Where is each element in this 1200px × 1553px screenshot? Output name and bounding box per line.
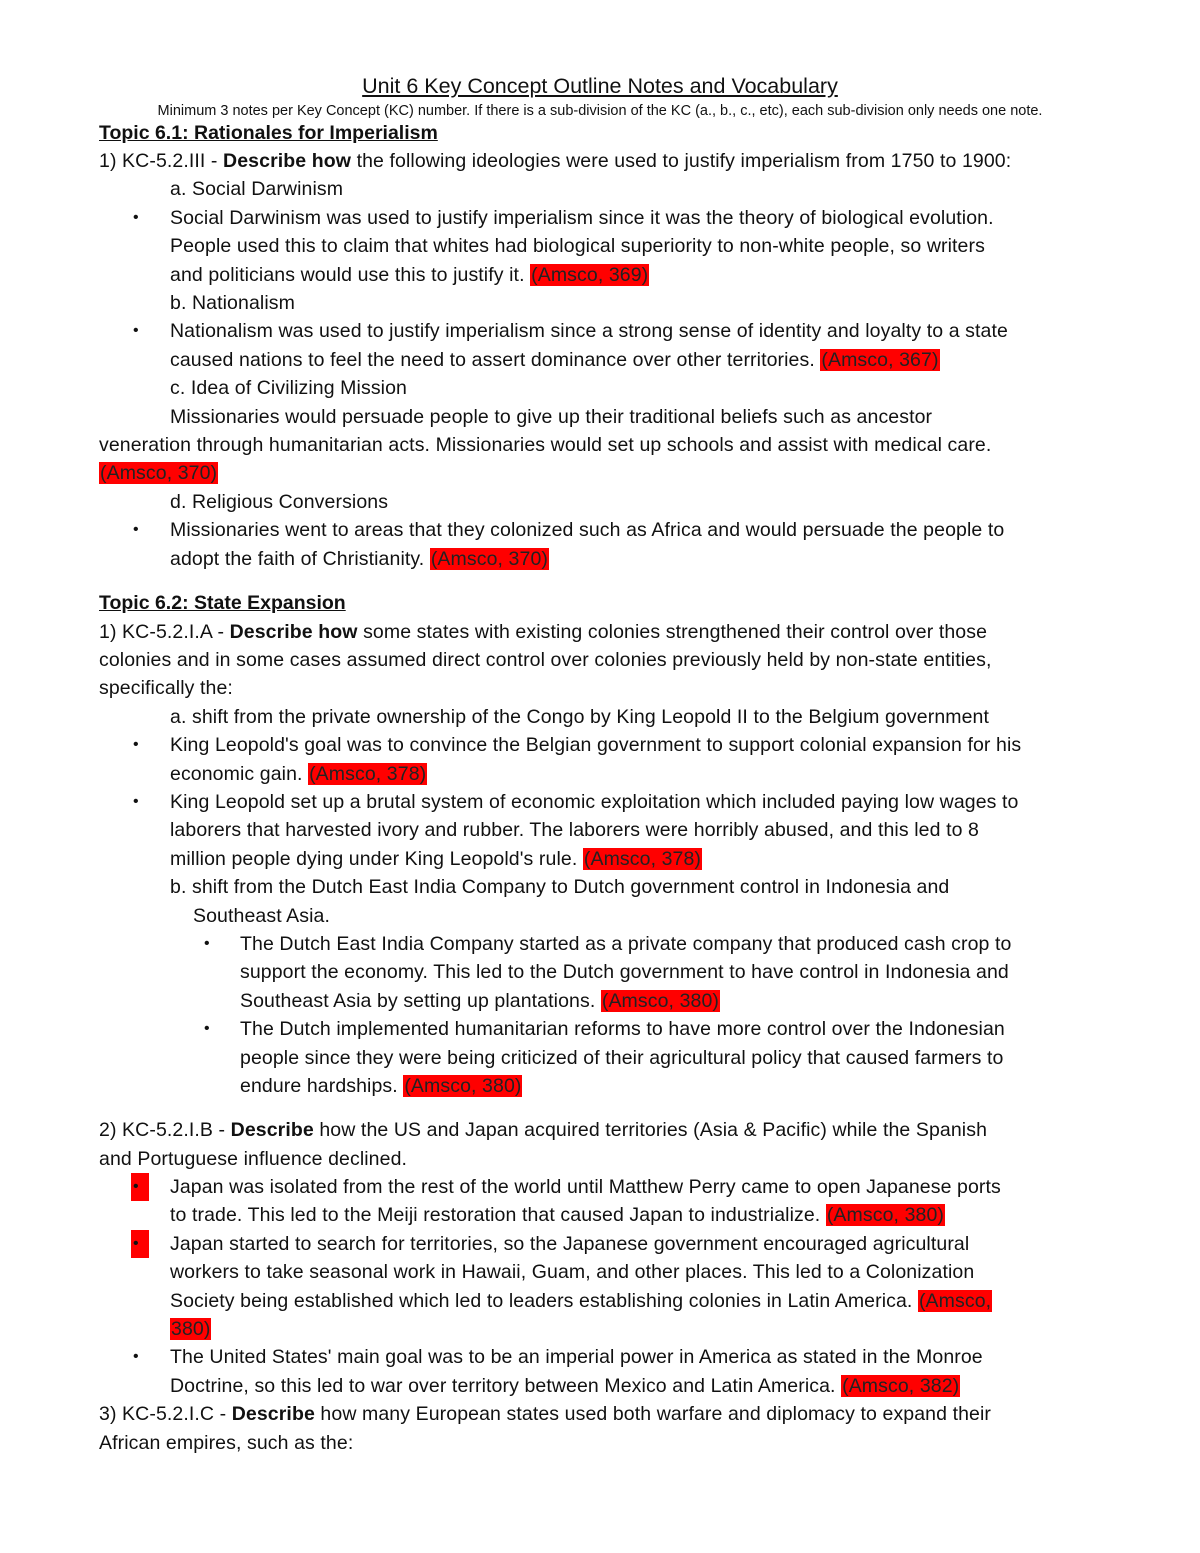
note-line	[99, 459, 218, 487]
instructions-note: Minimum 3 notes per Key Concept (KC) number. If there is a sub-division of the KC (a., b., c., etc), each sub-division only needs one note.	[157, 103, 1043, 119]
note-line: laborers that harvested ivory and rubber. The laborers were horribly abused, and this led to 8	[170, 819, 979, 841]
note-line: King Leopold's goal was to convince the Belgian government to support colonial expansion for his	[170, 734, 1022, 756]
note-line: support the economy. This led to the Dutch government to have control in Indonesia and	[240, 961, 1009, 983]
bullet-point: •	[133, 521, 139, 538]
note-line: veneration through humanitarian acts. Missionaries would set up schools and assist with medical care.	[99, 434, 992, 456]
note-line: to trade. This led to the Meiji restoration that caused Japan to industrialize. (Amsco, 380)	[170, 1204, 944, 1226]
citation: (Amsco,	[918, 1290, 992, 1312]
note-line: Nationalism was used to justify imperialism since a strong sense of identity and loyalty to a state	[170, 320, 1008, 342]
subdivision-a-label: a. Social Darwinism	[170, 178, 344, 200]
note-line: Social Darwinism was used to justify imperialism since it was the theory of biological evolution.	[170, 207, 994, 229]
citation: 380)	[171, 1318, 211, 1340]
subdivision-c-label: c. Idea of Civilizing Mission	[170, 377, 407, 399]
note-line: Missionaries went to areas that they colonized such as Africa and would persuade the people to	[170, 519, 1005, 541]
citation: (Amsco, 380)	[404, 1075, 522, 1097]
note-line: The Dutch East India Company started as a private company that produced cash crop to	[240, 933, 1012, 955]
note-line: The Dutch implemented humanitarian reforms to have more control over the Indonesian	[240, 1018, 1005, 1040]
bullet-point: •	[133, 1348, 139, 1365]
subdivision-b-label: b. Nationalism	[170, 292, 295, 314]
page-title: Unit 6 Key Concept Outline Notes and Vocabulary	[362, 74, 838, 98]
note-line: Missionaries would persuade people to give up their traditional beliefs such as ancestor	[170, 406, 933, 428]
prompt-line: specifically the:	[99, 677, 233, 699]
note-line: The United States' main goal was to be an imperial power in America as stated in the Monroe	[170, 1346, 983, 1368]
bullet-point: •	[131, 1173, 149, 1201]
note-line: People used this to claim that whites had biological superiority to non-white people, so writers	[170, 235, 985, 257]
prompt-line: and Portuguese influence declined.	[99, 1148, 408, 1170]
prompt-line: colonies and in some cases assumed direct control over colonies previously held by non-state entities,	[99, 649, 992, 671]
citation: (Amsco, 369)	[531, 264, 649, 286]
note-line	[170, 1315, 211, 1343]
note-line: adopt the faith of Christianity. (Amsco, 370)	[170, 548, 548, 570]
prompt-line: African empires, such as the:	[99, 1432, 354, 1454]
note-line: endure hardships. (Amsco, 380)	[240, 1075, 522, 1097]
note-line: Doctrine, so this led to war over territory between Mexico and Latin America. (Amsco, 382)	[170, 1375, 960, 1397]
note-line: Southeast Asia by setting up plantations. (Amsco, 380)	[240, 990, 720, 1012]
topic-6-2-heading: Topic 6.2: State Expansion	[99, 592, 346, 614]
note-line: Japan was isolated from the rest of the world until Matthew Perry came to open Japanese ports	[170, 1176, 1001, 1198]
subdivision-b-label: b. shift from the Dutch East India Company to Dutch government control in Indonesia and	[170, 876, 950, 898]
bullet-point: •	[131, 1230, 149, 1258]
note-line: workers to take seasonal work in Hawaii, Guam, and other places. This led to a Colonization	[170, 1261, 975, 1283]
citation: (Amsco, 370)	[430, 548, 548, 570]
bullet-point: •	[133, 322, 139, 339]
note-line: economic gain. (Amsco, 378)	[170, 763, 427, 785]
citation: (Amsco, 370)	[100, 462, 218, 484]
kc-5-2-i-a-prompt: 1) KC-5.2.I.A - Describe how some states with existing colonies strengthened their control over those	[99, 621, 988, 643]
note-line: people since they were being criticized of their agricultural policy that caused farmers to	[240, 1047, 1004, 1069]
citation: (Amsco, 367)	[821, 349, 939, 371]
note-line: Society being established which led to leaders establishing colonies in Latin America. (Amsco,	[170, 1290, 992, 1312]
kc-5-2-i-b-prompt: 2) KC-5.2.I.B - Describe how the US and Japan acquired territories (Asia & Pacific) while the Spanish	[99, 1119, 988, 1141]
bullet-point: •	[133, 736, 139, 753]
citation: (Amsco, 378)	[583, 848, 702, 870]
kc-5-2-iii-prompt: 1) KC-5.2.III - Describe how the following ideologies were used to justify imperialism from 1750 to 1900:	[99, 150, 1012, 172]
kc-5-2-i-c-prompt: 3) KC-5.2.I.C - Describe how many European states used both warfare and diplomacy to expand their	[99, 1403, 992, 1425]
note-line: and politicians would use this to justify it. (Amsco, 369)	[170, 264, 649, 286]
note-line: King Leopold set up a brutal system of economic exploitation which included paying low wages to	[170, 791, 1019, 813]
note-line: million people dying under King Leopold's rule. (Amsco, 378)	[170, 848, 702, 870]
bullet-point: •	[133, 209, 139, 226]
note-line: Japan started to search for territories, so the Japanese government encouraged agricultural	[170, 1233, 970, 1255]
subdivision-a-label: a. shift from the private ownership of the Congo by King Leopold II to the Belgium government	[170, 706, 990, 728]
topic-6-1-heading: Topic 6.1: Rationales for Imperialism	[99, 122, 438, 144]
note-line: caused nations to feel the need to assert dominance over other territories. (Amsco, 367)	[170, 349, 939, 371]
bullet-point: •	[204, 935, 210, 952]
bullet-point: •	[204, 1020, 210, 1037]
bullet-point: •	[133, 793, 139, 810]
citation: (Amsco, 380)	[826, 1204, 944, 1226]
citation: (Amsco, 382)	[842, 1375, 960, 1397]
citation: (Amsco, 380)	[601, 990, 720, 1012]
subdivision-b-label-cont: Southeast Asia.	[193, 905, 331, 927]
citation: (Amsco, 378)	[309, 763, 427, 785]
subdivision-d-label: d. Religious Conversions	[170, 491, 389, 513]
